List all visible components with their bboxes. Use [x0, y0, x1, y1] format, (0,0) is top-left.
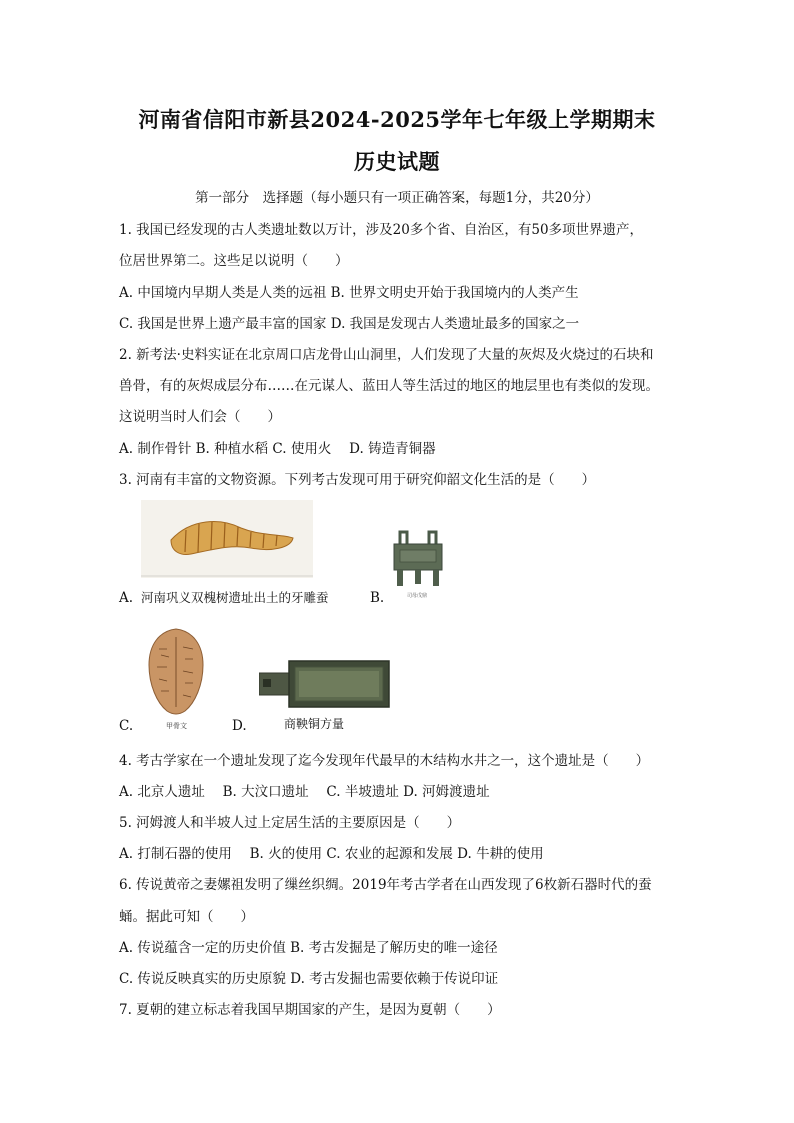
q1-stem-line2: 位居世界第二。这些足以说明（ ） [119, 253, 349, 269]
bronze-measure-image [259, 659, 391, 709]
q5-options: A. 打制石器的使用 B. 火的使用 C. 农业的起源和发展 D. 牛耕的使用 [119, 846, 544, 862]
q4-stem: 4. 考古学家在一个遗址发现了迄今发现年代最早的木结构水井之一，这个遗址是（ ） [119, 753, 650, 769]
q6-options-line2: C. 传说反映真实的历史原貌 D. 考古发掘也需要依赖于传说印证 [119, 971, 499, 987]
q1-options-line1: A. 中国境内早期人类是人类的远祖 B. 世界文明史开始于我国境内的人类产生 [119, 285, 579, 301]
q2-stem-line2: 兽骨，有的灰烬成层分布……在元谋人、蓝田人等生活过的地区的地层里也有类似的发现。 [119, 378, 659, 394]
q3-option-d-caption: 商鞅铜方量 [284, 717, 345, 731]
exam-subject: 历史试题 [354, 149, 440, 174]
q5-stem: 5. 河姆渡人和半坡人过上定居生活的主要原因是（ ） [119, 815, 461, 831]
q3-stem: 3. 河南有丰富的文物资源。下列考古发现可用于研究仰韶文化生活的是（ ） [119, 472, 596, 488]
q7-stem: 7. 夏朝的建立标志着我国早期国家的产生，是因为夏朝（ ） [119, 1002, 501, 1018]
q4-options: A. 北京人遗址 B. 大汶口遗址 C. 半坡遗址 D. 河姆渡遗址 [119, 784, 490, 800]
ivory-silkworm-image [141, 500, 313, 578]
bronze-ding-image [388, 530, 448, 590]
exam-title: 河南省信阳市新县2024-2025学年七年级上学期期末 [138, 107, 656, 132]
q3-option-a-letter: A. [119, 590, 134, 606]
q3-option-c-caption: 甲骨文 [166, 722, 187, 730]
q6-options-line1: A. 传说蕴含一定的历史价值 B. 考古发掘是了解历史的唯一途径 [119, 940, 498, 956]
q1-stem-line1: 1. 我国已经发现的古人类遗址数以万计，涉及20多个省、自治区，有50多项世界遗产， [119, 222, 644, 238]
q1-options-line2: C. 我国是世界上遗产最丰富的国家 D. 我国是发现古人类遗址最多的国家之一 [119, 316, 580, 332]
q6-stem-line2: 蛹。据此可知（ ） [119, 909, 254, 925]
q2-stem-line3: 这说明当时人们会（ ） [119, 409, 281, 425]
q2-options: A. 制作骨针 B. 种植水稻 C. 使用火 D. 铸造青铜器 [119, 441, 436, 457]
section-header: 第一部分 选择题（每小题只有一项正确答案，每题1分，共20分） [195, 190, 599, 206]
q2-stem-line1: 2. 新考法·史料实证在北京周口店龙骨山山洞里，人们发现了大量的灰烬及火烧过的石块和 [119, 347, 654, 363]
oracle-bone-image [145, 627, 207, 717]
q3-option-c-letter: C. [119, 718, 134, 734]
q3-option-b-letter: B. [370, 590, 385, 606]
q3-option-d-letter: D. [232, 718, 247, 734]
q3-option-a-caption: 河南巩义双槐树遗址出土的牙雕蚕 [141, 590, 329, 605]
q3-option-b-caption: 司母戊鼎 [407, 593, 428, 599]
q6-stem-line1: 6. 传说黄帝之妻嫘祖发明了缫丝织绸。2019年考古学者在山西发现了6枚新石器时代的蚕 [119, 877, 652, 893]
